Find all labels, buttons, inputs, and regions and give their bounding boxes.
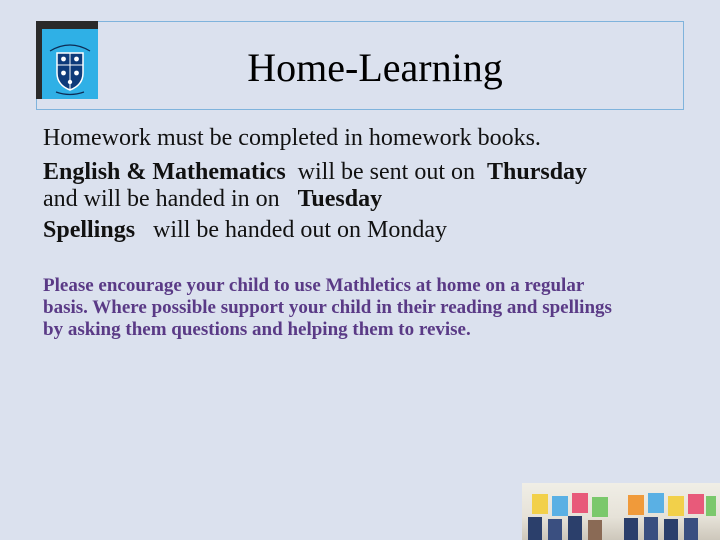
children-icon	[522, 513, 720, 540]
page-title: Home-Learning	[247, 45, 503, 90]
english-maths-label: English & Mathematics	[43, 159, 286, 185]
homework-books-line	[43, 124, 541, 152]
spellings-text: will be handed out on Monday	[135, 217, 447, 243]
homework-books-text: Homework must be completed in homework books.	[43, 125, 541, 151]
handed-in-line	[43, 185, 382, 213]
handed-in-text: and will be handed in on	[43, 186, 298, 212]
tuesday-label: Tuesday	[297, 186, 383, 212]
spellings-label: Spellings	[43, 217, 136, 243]
english-maths-line	[43, 158, 587, 186]
sent-out-text: will be sent out on	[285, 159, 487, 185]
children-holding-letters-photo	[522, 483, 720, 540]
school-crest-logo	[36, 21, 98, 99]
mathletics-note: Please encourage your child to use Mathletics at home on a regular basis. Where possible support your child in their reading and spellings by asking them questions and helping them to revise.	[43, 275, 612, 340]
crest-background	[42, 29, 98, 99]
spellings-line	[43, 216, 447, 244]
thursday-label: Thursday	[487, 159, 588, 185]
title-box	[36, 21, 684, 110]
crest-shield-icon	[42, 29, 98, 99]
